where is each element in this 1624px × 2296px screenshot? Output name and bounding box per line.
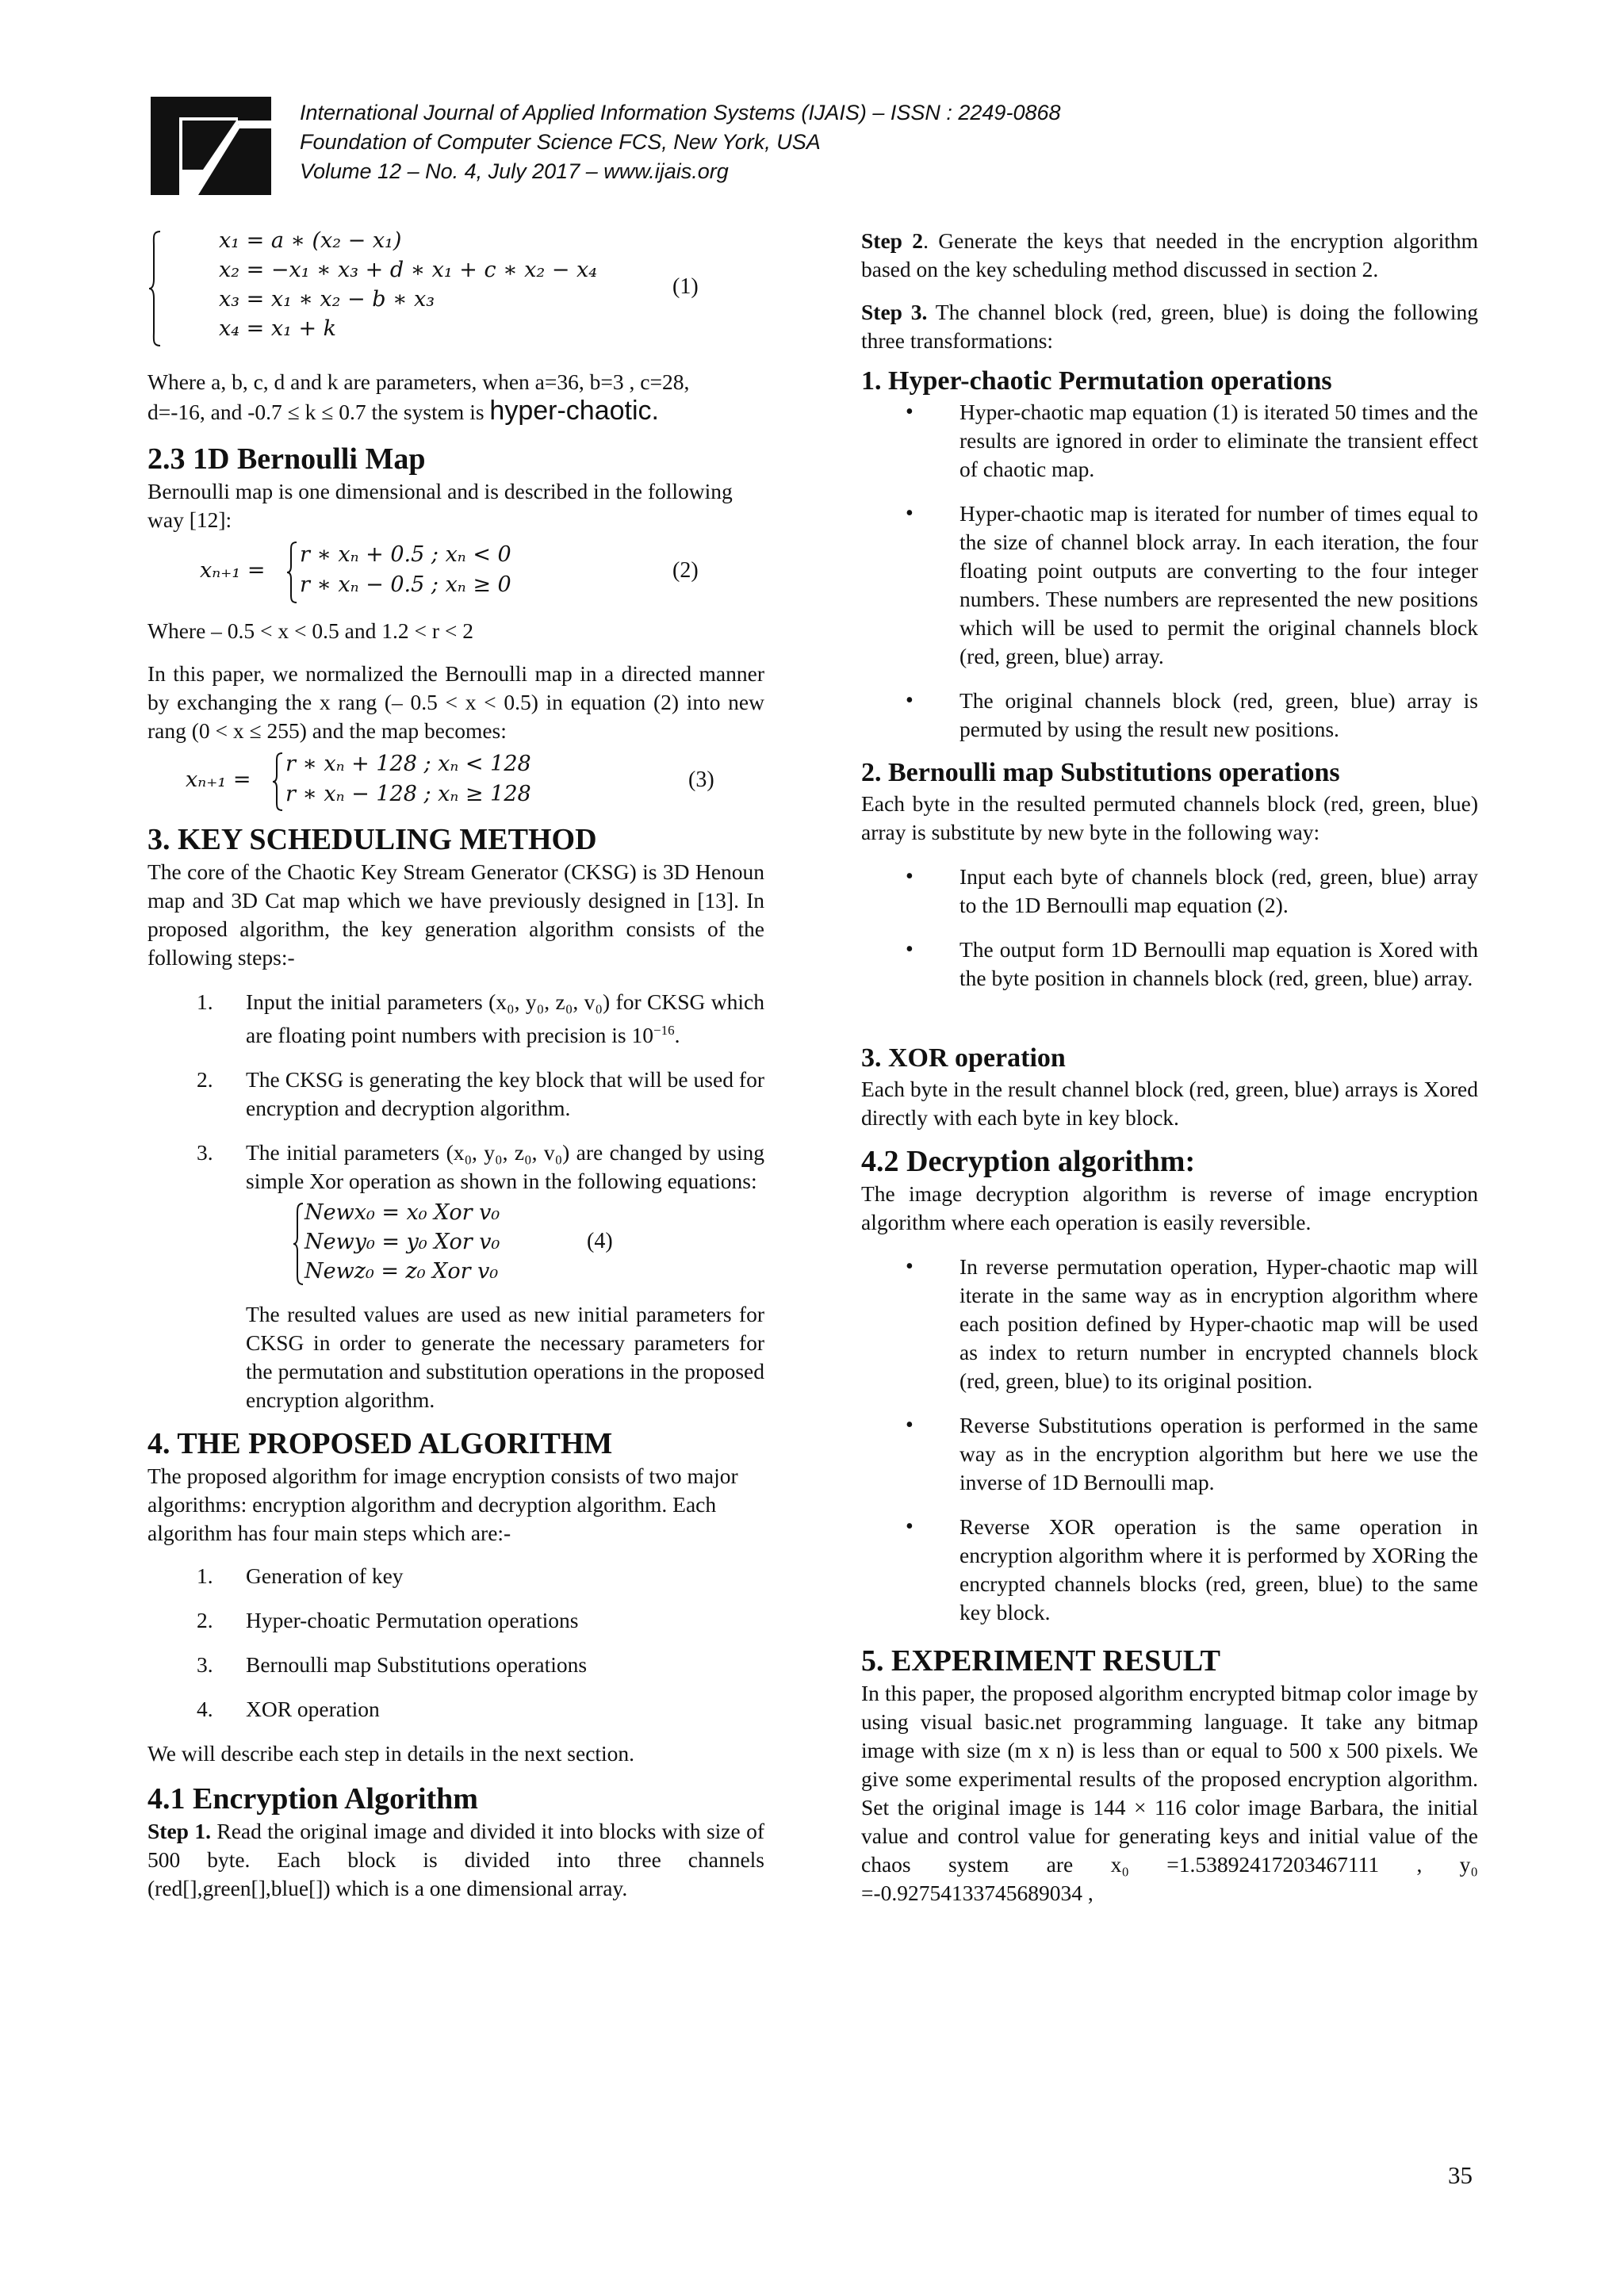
bullet-icon: • [906,501,914,526]
bullet-icon: • [906,937,914,962]
equation-1-line-1: x₁ = a ∗ (x₂ − x₁) [219,228,402,253]
step-1-text: Read the original image and divided it into blocks with size of 500 byte. Each block is divided into three channels (red[],green[],blue[]) which is a one dimensional array. [147,1819,765,1901]
heading-substitutions: 2. Bernoulli map Substitutions operations [861,758,1340,787]
perm-bullet-1-text: Hyper-chaotic map equation (1) is iterated 50 times and the results are ignored in order to eliminate the transient effect of chaotic map. [959,400,1478,481]
step-1-paragraph [147,1817,764,1903]
equation-3-brace [271,752,284,812]
equation-1-brace [147,230,162,347]
left-column [147,227,764,1903]
params-text-1: Where a, b, c, d and k are parameters, when a=36, b=3 , c=28, [147,369,690,394]
substitutions-paragraph: Each byte in the resulted permuted channels block (red, green, blue) array is substitute by new byte in the following way: [861,791,1478,844]
params-text-2b: hyper-chaotic. [489,396,659,426]
key-step-2 [147,1066,764,1123]
key-step-2-number: 2. [197,1067,213,1093]
dec-bullet-2 [861,1411,1478,1497]
heading-proposed: 4. THE PROPOSED ALGORITHM [147,1427,613,1461]
perm-bullet-3 [861,687,1478,744]
key-steps-list [147,988,764,1196]
main-step-1-number: 1. [197,1563,213,1589]
dec-bullet-3-text: Reverse XOR operation is the same operation in encryption algorithm where it is performed by XORing the encrypted channels blocks (red, green, blue) to the same key block. [959,1514,1478,1624]
equation-1-line-2: x₂ = −x₁ ∗ x₃ + d ∗ x₁ + c ∗ x₂ − x₄ [219,258,598,282]
main-step-3-text: Bernoulli map Substitutions operations [246,1652,588,1678]
journal-publisher: Foundation of Computer Science FCS, New York, USA [300,130,821,154]
subs-bullet-2-text: The output form 1D Bernoulli map equation is Xored with the byte position in channels block (red, green, blue) array. [959,937,1478,990]
right-column [861,227,1478,1908]
bullet-icon: • [906,1514,914,1539]
main-step-2 [147,1606,764,1635]
decryption-paragraph: The image decryption algorithm is reverse of image encryption algorithm where each operation is easily reversible. [861,1181,1478,1234]
journal-logo [151,97,271,195]
perm-bullet-2 [861,499,1478,671]
resulted-paragraph: The resulted values are used as new initial parameters for CKSG in order to generate the necessary parameters for the permutation and substitution operations in the proposed encryption algorithm. [246,1302,764,1413]
decryption-bullets [861,1253,1478,1627]
main-step-4 [147,1695,764,1724]
heading-xor: 3. XOR operation [861,1043,1066,1073]
key-step-1-text: Input the initial parameters (x₀, y₀, z₀, v₀) for CKSG which are floating point numbers with precision is 10 [246,989,764,1048]
where-range-text: Where – 0.5 < x < 0.5 and 1.2 < r < 2 [147,618,474,643]
key-step-3 [147,1138,764,1196]
equation-4 [147,1199,764,1288]
equation-3-number: (3) [688,767,714,792]
equation-4-brace [292,1202,304,1286]
perm-bullet-3-text: The original channels block (red, green, blue) array is permuted by using the result new positions. [959,688,1478,741]
equation-4-line-1: Newx₀ = x₀ Xor v₀ [304,1200,500,1226]
step-2-label: Step 2 [861,228,924,253]
perm-bullet-1 [861,398,1478,484]
main-step-4-number: 4. [197,1697,213,1722]
describe-text: We will describe each step in details in the next section. [147,1741,635,1766]
step-3-paragraph [861,298,1478,355]
main-step-1 [147,1562,764,1590]
equation-2-line-1: r ∗ xₙ + 0.5 ; xₙ < 0 [300,542,511,567]
normalized-paragraph: In this paper, we normalized the Bernoulli map in a directed manner by exchanging the x rang (– 0.5 < x < 0.5) in equation (2) into new rang (0 < x ≤ 255) and the map becomes: [147,661,764,743]
equation-2-number: (2) [672,558,699,583]
equation-2-brace [285,541,298,604]
equation-2-lhs: xₙ₊₁ = [200,558,266,583]
subs-bullet-1 [861,863,1478,920]
heading-experiment: 5. EXPERIMENT RESULT [861,1644,1220,1678]
page-number: 35 [1448,2161,1473,2189]
dec-bullet-1-text: In reverse permutation operation, Hyper-chaotic map will iterate in the same way as in encryption algorithm where each position defined by Hyper-chaotic map will be used as index to return number in encrypted channels block (red, green, blue) to its original position. [959,1254,1478,1393]
params-text-2a: d=-16, and -0.7 ≤ k ≤ 0.7 the system is [147,400,490,424]
equation-2-line-2: r ∗ xₙ − 0.5 ; xₙ ≥ 0 [300,572,511,597]
step-3-text: The channel block (red, green, blue) is doing the following three transformations: [861,300,1478,353]
equation-3-lhs: xₙ₊₁ = [186,767,251,792]
dec-bullet-1 [861,1253,1478,1395]
heading-permutation: 1. Hyper-chaotic Permutation operations [861,366,1332,396]
main-step-3 [147,1651,764,1679]
equation-1-line-3: x₃ = x₁ ∗ x₂ − b ∗ x₃ [219,287,435,312]
main-step-3-number: 3. [197,1652,213,1678]
equation-4-line-3: Newz₀ = z₀ Xor v₀ [304,1259,499,1284]
step-2-paragraph [861,227,1478,284]
bullet-icon: • [906,864,914,889]
permutation-bullets [861,398,1478,744]
heading-encryption: 4.1 Encryption Algorithm [147,1782,478,1816]
step-3-label: Step 3. [861,300,928,324]
equation-4-number: (4) [587,1229,613,1254]
key-step-1 [147,988,764,1050]
equation-2 [147,539,764,606]
main-steps-list [147,1562,764,1724]
perm-bullet-2-text: Hyper-chaotic map is iterated for number of times equal to the size of channel block array. In each iteration, the four floating point outputs are converting to the four integer numbers. These numbers are represented the new positions which will be used to permit the original channels block (red, green, blue) array. [959,501,1478,668]
proposed-paragraph: The proposed algorithm for image encryption consists of two major algorithms: encryption algorithm and decryption algorithm. Each algorithm has four main steps which are:- [147,1464,738,1546]
main-step-2-text: Hyper-choatic Permutation operations [246,1608,579,1633]
params-text-2 [147,396,764,427]
equation-1 [147,227,764,349]
key-step-2-text: The CKSG is generating the key block that will be used for encryption and decryption algorithm. [246,1067,764,1121]
subs-bullet-2 [861,936,1478,993]
heading-decryption: 4.2 Decryption algorithm: [861,1145,1196,1178]
main-step-4-text: XOR operation [246,1697,380,1722]
xor-paragraph: Each byte in the result channel block (red, green, blue) arrays is Xored directly with each byte in key block. [861,1077,1478,1130]
equation-1-number: (1) [672,274,699,299]
equation-3-line-1: r ∗ xₙ + 128 ; xₙ < 128 [285,752,531,776]
key-step-3-text: The initial parameters (x₀, y₀, z₀, v₀) are changed by using simple Xor operation as shown in the following equations: [246,1140,764,1194]
main-step-1-text: Generation of key [246,1563,404,1589]
experiment-paragraph: In this paper, the proposed algorithm encrypted bitmap color image by using visual basic.net programming language. It take any bitmap image with size (m x n) is less than or equal to 500 x 500 pixels. We give some experimental results of the proposed encryption algorithm. Set the original image is 144 × 116 color image Barbara, the initial value and control value for generating keys and initial value of the chaos system are x₀ =1.53892417203467111 , y₀ =-0.92754133745689034 , [861,1681,1478,1905]
bullet-icon: • [906,688,914,713]
key-scheduling-paragraph: The core of the Chaotic Key Stream Generator (CKSG) is 3D Henoun map and 3D Cat map which we have previously designed in [13]. In proposed algorithm, the key generation algorithm consists of the following steps:- [147,859,764,970]
equation-3 [147,750,764,813]
subs-bullet-1-text: Input each byte of channels block (red, green, blue) array to the 1D Bernoulli map equation (2). [959,864,1478,917]
journal-title: International Journal of Applied Information Systems (IJAIS) – ISSN : 2249-0868 [300,101,1061,124]
bullet-icon: • [906,1413,914,1437]
equation-4-line-2: Newy₀ = y₀ Xor v₀ [304,1230,500,1255]
key-step-1-number: 1. [197,989,213,1014]
heading-bernoulli: 2.3 1D Bernoulli Map [147,442,426,476]
bernoulli-intro: Bernoulli map is one dimensional and is described in the following way [12]: [147,479,733,532]
step-1-label: Step 1. [147,1819,211,1844]
heading-key-scheduling: 3. KEY SCHEDULING METHOD [147,823,597,856]
bullet-icon: • [906,400,914,424]
bullet-icon: • [906,1254,914,1279]
main-step-2-number: 2. [197,1608,213,1633]
equation-3-line-2: r ∗ xₙ − 128 ; xₙ ≥ 128 [285,782,531,806]
step-2-text: . Generate the keys that needed in the encryption algorithm based on the key scheduling method discussed in section 2. [861,228,1478,281]
key-step-3-number: 3. [197,1140,213,1165]
key-step-1-end: . [674,1023,680,1048]
journal-volume: Volume 12 – No. 4, July 2017 – www.ijais.org [300,159,729,183]
substitution-bullets [861,863,1478,993]
journal-header [300,98,1061,186]
equation-1-line-4: x₄ = x₁ + k [219,316,337,341]
dec-bullet-3 [861,1513,1478,1627]
key-step-1-sup: −16 [653,1023,675,1038]
dec-bullet-2-text: Reverse Substitutions operation is performed in the same way as in the encryption algorithm but here we use the inverse of 1D Bernoulli map. [959,1413,1478,1494]
